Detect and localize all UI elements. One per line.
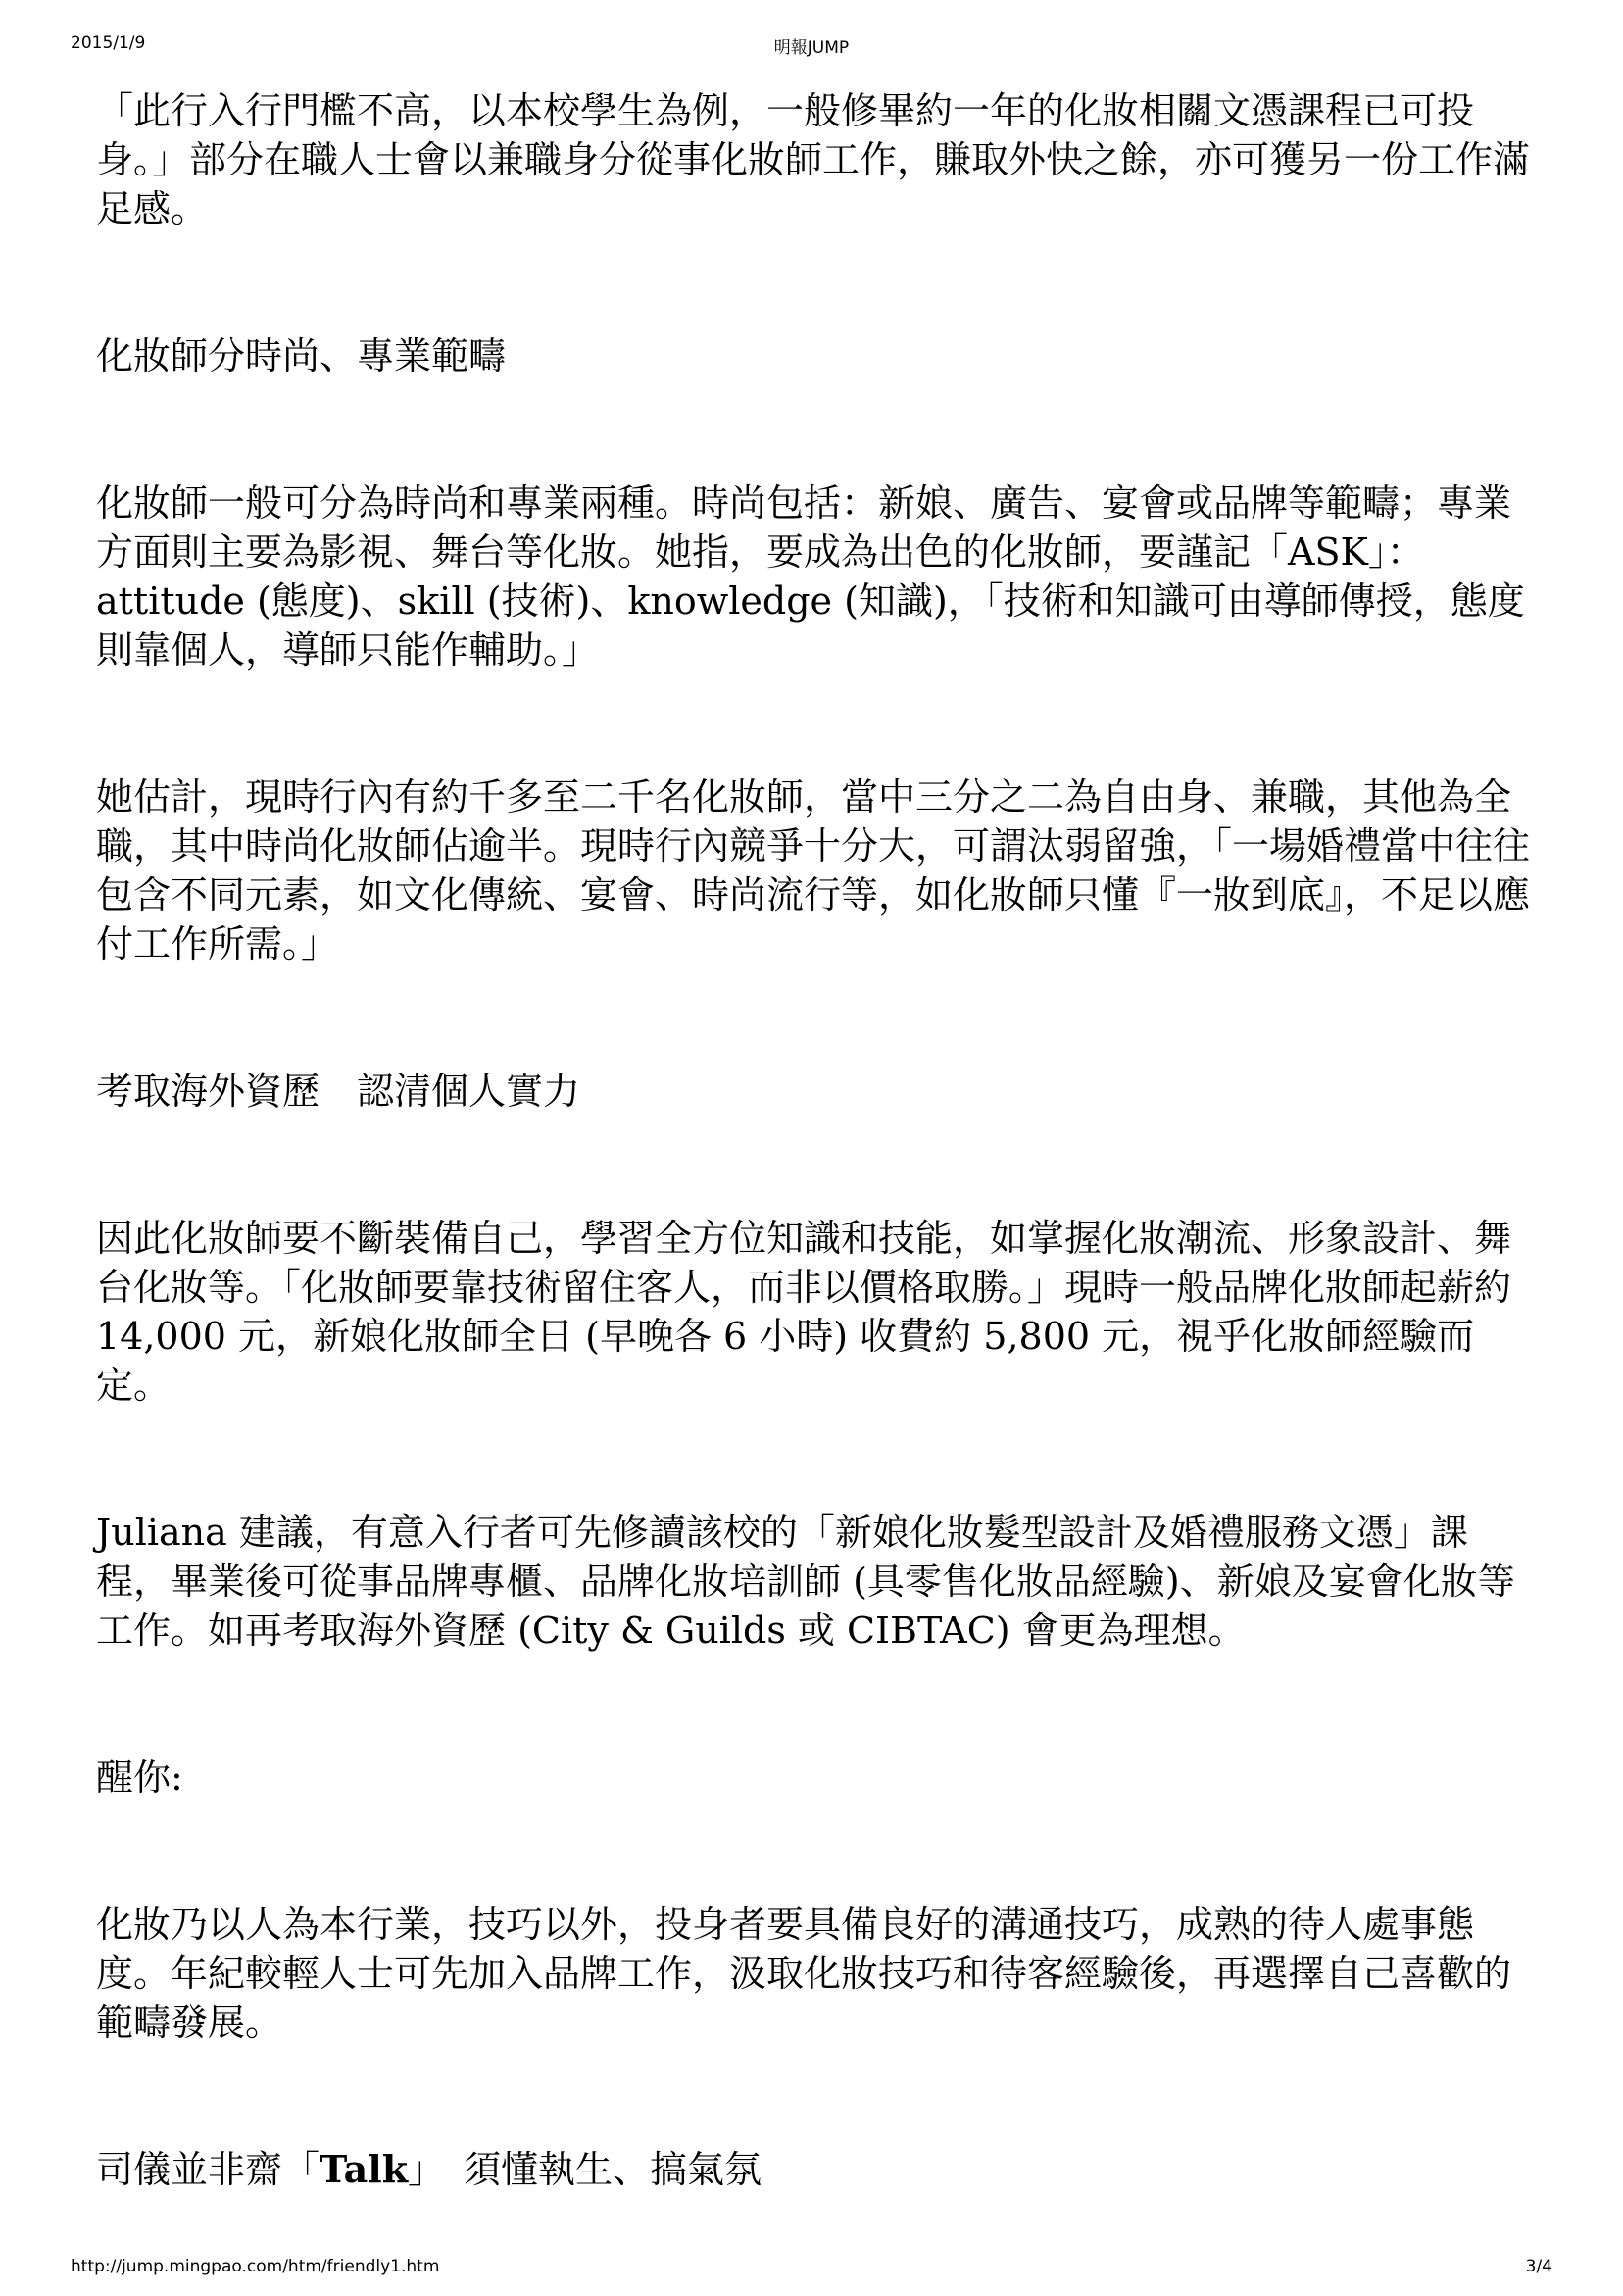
print-date: 2015/1/9 [71,33,146,53]
print-header [71,33,1552,57]
article-body [96,86,1537,2194]
paragraph-ask: 化妝師一般可分為時尚和專業兩種。時尚包括：新娘、廣告、宴會或品牌等範疇；專業方面則主要為影視、舞台等化妝。她指，要成為出色的化妝師，要謹記「ASK」：attitude (態度)、skill (技術)、knowledge (知識)，「技術和知識可由導師傳授，態度則靠個人，導師只能作輔助。」 [96,481,1525,672]
paragraph-salary: 因此化妝師要不斷裝備自己，學習全方位知識和技能，如掌握化妝潮流、形象設計、舞台化妝等。「化妝師要靠技術留住客人，而非以價格取勝。」現時一般品牌化妝師起薪約 14,000 元，新娘化妝師全日 (早晚各 6 小時) 收費約 5,800 元，視乎化妝師經驗而定。 [96,1217,1512,1407]
subheading-makeup-categories: 化妝師分時尚、專業範疇 [96,334,507,377]
subheading-emcee-post: 」 須懂執生、搞氣氛 [408,2148,762,2191]
subheading-emcee-bold: Talk [320,2147,409,2191]
subheading-overseas-qualification: 考取海外資歷 認清個人實力 [96,1070,581,1113]
paragraph-lead: 「此行入行門檻不高，以本校學生為例，一般修畢約一年的化妝相關文憑課程已可投身。」部分在職人士會以兼職身分從事化妝師工作，賺取外快之餘，亦可獲另一份工作滿足感。 [96,89,1531,230]
subheading-tip: 醒你: [96,1756,183,1799]
subheading-emcee-pre: 司儀並非齋「 [96,2148,320,2191]
print-footer [71,2257,1552,2280]
print-page-title: 明報JUMP [773,38,850,58]
subheading-emcee [96,2145,1537,2194]
paragraph-industry-estimate: 她估計，現時行內有約千多至二千名化妝師，當中三分之二為自由身、兼職，其他為全職，其中時尚化妝師佔逾半。現時行內競爭十分大，可謂汰弱留強，「一場婚禮當中往往包含不同元素，如文化傳統、宴會、時尚流行等，如化妝師只懂『一妝到底』，不足以應付工作所需。」 [96,775,1531,966]
print-page-number: 3/4 [1525,2257,1552,2276]
paragraph-tip: 化妝乃以人為本行業，技巧以外，投身者要具備良好的溝通技巧，成熟的待人處事態度。年紀較輕人士可先加入品牌工作，汲取化妝技巧和待客經驗後，再選擇自己喜歡的範疇發展。 [96,1903,1512,2044]
paragraph-recommendation: Juliana 建議，有意入行者可先修讀該校的「新娘化妝髮型設計及婚禮服務文憑」課程，畢業後可從事品牌專櫃、品牌化妝培訓師 (具零售化妝品經驗)、新娘及宴會化妝等工作。如再考取海外資歷 (City & Guilds 或 CIBTAC) 會更為理想。 [96,1511,1515,1652]
print-url: http://jump.mingpao.com/htm/friendly1.htm [71,2257,440,2276]
